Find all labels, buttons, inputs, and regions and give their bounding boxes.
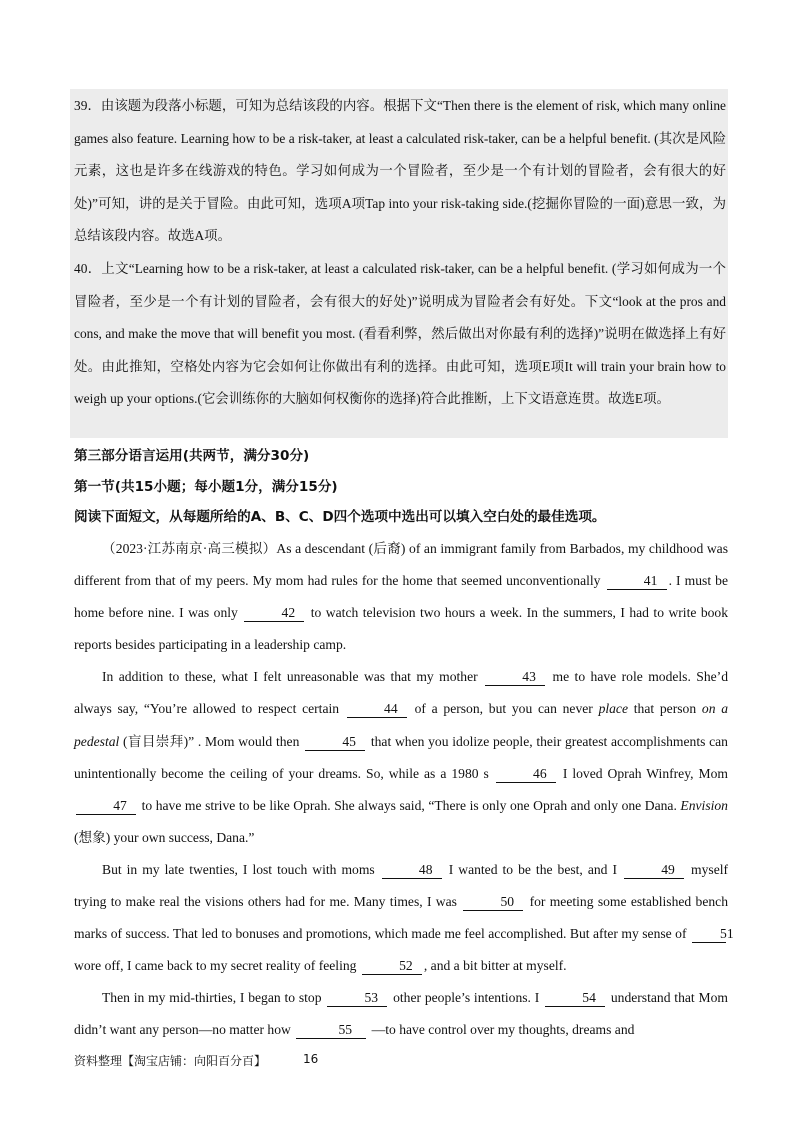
blank-53: 53 [327,989,387,1007]
passage-text: other people’s intentions. I [393,990,540,1006]
passage-paragraph-4 [74,982,728,1046]
passage-text: for meeting some established bench marks of success. That led to bonuses and promotions, which made me feel accomplished. But after my sense of [74,894,728,942]
blank-45: 45 [305,733,365,751]
passage-text: I loved Oprah Winfrey, Mom [562,765,728,781]
page-number: 16 [303,1052,319,1066]
passage-text: —to have control over my thoughts, dreams and [371,1022,635,1038]
blank-49: 49 [624,861,684,879]
passage-italic: place [598,701,629,717]
passage-text: of a person, but you can never [414,701,593,717]
blank-51: 51 [692,925,726,943]
blank-55: 55 [296,1021,366,1039]
instruction-heading: 阅读下面短文，从每题所给的A、B、C、D四个选项中选出可以填入空白处的最佳选项。 [74,509,606,525]
blank-41: 41 [607,572,667,590]
blank-42: 42 [244,604,304,622]
cloze-passage [74,533,734,1047]
passage-text: to have me strive to be like Oprah. She always said, “There is only one Oprah and only one Dana. [141,797,677,813]
answer-39 [74,90,726,253]
passage-text: that person [633,701,697,717]
passage-text: In addition to these, what I felt unreasonable was that my mother [102,669,478,685]
passage-text: understand that Mom didn’t want any person—no matter how [74,990,728,1038]
passage-text: Then in my mid-thirties, I began to stop [102,990,322,1006]
passage-text: (想象) your own success, Dana.” [74,829,255,845]
blank-44: 44 [347,700,407,718]
passage-text: me to have role models. She’d always say, “You’re allowed to respect certain [74,669,728,717]
passage-paragraph-3 [74,854,734,982]
blank-43: 43 [485,668,545,686]
passage-text: . I must be home before nine. I was only [74,573,729,621]
part3-heading: 第三部分语言运用(共两节，满分30分) [74,448,310,464]
passage-text: myself trying to make real the visions others had for me. Many times, I was [74,861,729,910]
passage-text: to watch television two hours a week. In the summers, I had to write book reports besides participating in a leadership camp. [74,605,729,653]
passage-paragraph-2 [74,661,728,854]
footer-source: 资料整理【淘宝店铺：向阳百分百】 [74,1054,267,1068]
passage-text: （2023·江苏南京·高三模拟）As a descendant (后裔) of an immigrant family from Barbados, my childhood was different from that of my peers. My mom had rules for the home that seemed unconventionally [74,541,728,589]
passage-paragraph-1 [74,533,728,661]
blank-47: 47 [76,797,136,815]
passage-text: wore off, I came back to my secret reality of feeling [74,958,357,974]
passage-text: But in my late twenties, I lost touch with moms [102,861,375,877]
answer-40-text: 40．上文“Learning how to be a risk-taker, at least a calculated risk-taker, can be a helpful benefit. (学习如何成为一个冒险者，至少是一个有计划的冒险者，会有很大的好处)”说明成为冒险者会有好处。下文“look at the pros and cons, and make the move that will benefit you most. (看看利弊，然后做出对你最有利的选择)”说明在做选择上有好处。由此推知，空格处内容为它会如何让你做出有利的选择。由此可知，选项E项It will train your brain how to weigh up your options.(它会训练你的大脑如何权衡你的选择)符合此推断，上下文语意连贯。故选E项。 [74,261,726,406]
passage-text: , and a bit bitter at myself. [423,958,567,974]
blank-48: 48 [382,861,442,879]
answer-40 [74,253,726,416]
blank-50: 50 [463,893,523,911]
passage-text: (盲目崇拜)” . Mom would then [123,733,300,749]
section1-heading: 第一节(共15小题；每小题1分，满分15分) [74,479,338,495]
passage-italic: Envision [680,797,728,813]
blank-54: 54 [545,989,605,1007]
passage-italic: on a pedestal [74,701,729,749]
blank-52: 52 [362,957,422,975]
passage-text: that when you idolize people, their greatest accomplishments can unintentionally become the ceiling of your dreams. So, while as a 1980 s [74,733,728,781]
blank-46: 46 [496,765,556,783]
passage-text: I wanted to be the best, and I [448,861,617,877]
answer-39-text: 39．由该题为段落小标题，可知为总结该段的内容。根据下文“Then there is the element of risk, which many online games also feature. Learning how to be a risk-taker, at least a calculated risk-taker, can be a helpful benefit. (其次是风险元素，这也是许多在线游戏的特色。学习如何成为一个冒险者，至少是一个有计划的冒险者，会有很大的好处)”可知，讲的是关于冒险。由此可知，选项A项Tap into your risk-taking side.(挖掘你冒险的一面)意思一致，为总结该段内容。故选A项。 [74,98,726,243]
